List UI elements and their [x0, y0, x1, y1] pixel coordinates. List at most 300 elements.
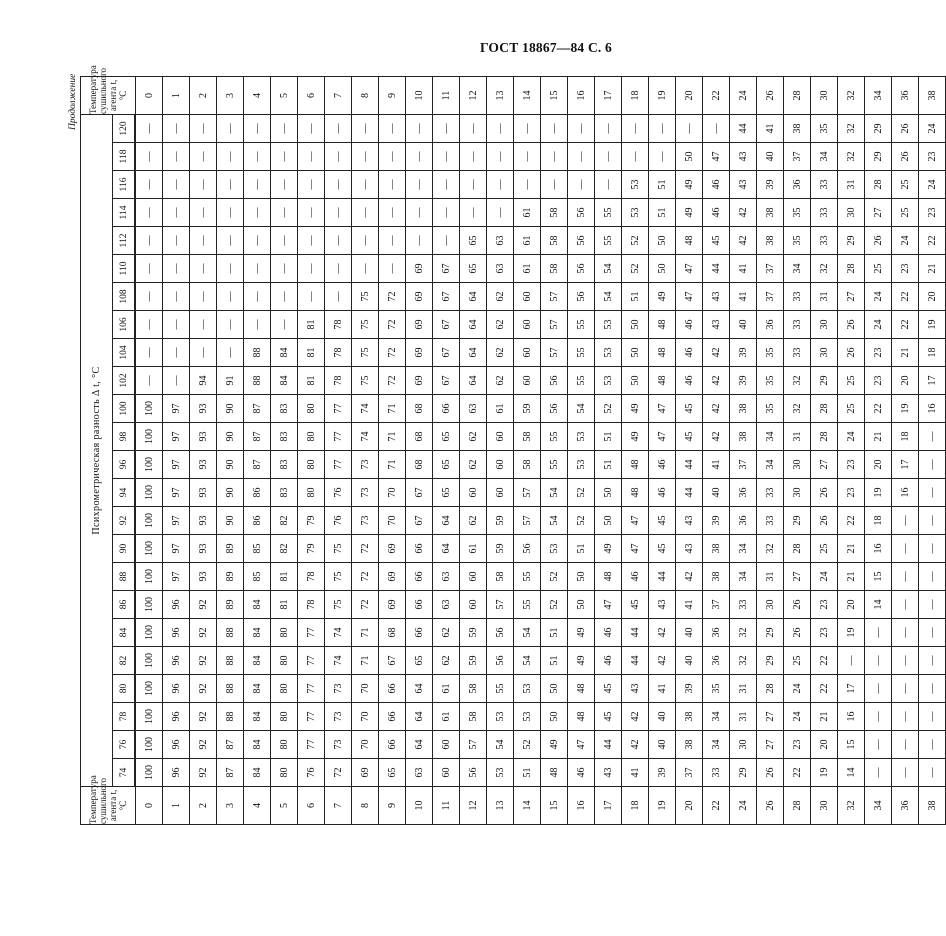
table-cell: —: [271, 143, 298, 171]
table-cell: 23: [811, 619, 838, 647]
table-cell: 33: [811, 171, 838, 199]
table-cell: 32: [730, 647, 757, 675]
table-cell: —: [352, 255, 379, 283]
table-cell: 39: [730, 339, 757, 367]
table-cell: —: [136, 227, 163, 255]
table-cell: —: [865, 675, 892, 703]
temperature-col-header: 94: [113, 479, 135, 507]
table-cell: —: [568, 143, 595, 171]
table-cell: 38: [730, 395, 757, 423]
table-cell: 63: [460, 395, 487, 423]
table-cell: 62: [487, 311, 514, 339]
table-cell: 43: [730, 171, 757, 199]
table-cell: 47: [676, 255, 703, 283]
table-cell: —: [379, 227, 406, 255]
table-cell: 55: [541, 451, 568, 479]
table-cell: 47: [595, 591, 622, 619]
table-cell: 63: [487, 227, 514, 255]
temperature-col-header: 96: [113, 451, 135, 479]
table-cell: 96: [163, 731, 190, 759]
table-cell: 57: [514, 507, 541, 535]
delta-t-label-right: 34: [865, 77, 892, 115]
table-cell: 83: [271, 423, 298, 451]
data-row: [541, 77, 568, 825]
table-cell: 35: [784, 199, 811, 227]
table-cell: 48: [622, 479, 649, 507]
table-cell: 48: [568, 675, 595, 703]
table-cell: 56: [514, 535, 541, 563]
table-cell: 26: [784, 591, 811, 619]
table-cell: —: [433, 171, 460, 199]
table-cell: 72: [352, 535, 379, 563]
table-cell: 60: [514, 283, 541, 311]
table-cell: 80: [271, 759, 298, 787]
table-cell: 87: [217, 759, 244, 787]
table-cell: 50: [595, 507, 622, 535]
table-cell: 46: [676, 367, 703, 395]
delta-t-label-left: 9: [379, 787, 406, 825]
table-cell: 75: [352, 311, 379, 339]
table-cell: 84: [244, 619, 271, 647]
table-cell: 37: [730, 451, 757, 479]
table-cell: —: [298, 115, 325, 143]
table-cell: 28: [784, 535, 811, 563]
table-cell: —: [190, 255, 217, 283]
table-cell: 54: [595, 283, 622, 311]
table-cell: 72: [352, 563, 379, 591]
table-cell: 67: [406, 507, 433, 535]
table-cell: 50: [622, 339, 649, 367]
table-cell: 53: [568, 423, 595, 451]
table-cell: 26: [838, 311, 865, 339]
table-cell: —: [919, 675, 946, 703]
delta-t-label-left: 12: [460, 787, 487, 825]
delta-t-label-right: 1: [163, 77, 190, 115]
table-cell: —: [217, 199, 244, 227]
table-cell: 29: [784, 507, 811, 535]
data-row: [730, 77, 757, 825]
table-cell: 18: [919, 339, 946, 367]
data-row: [352, 77, 379, 825]
table-cell: 48: [649, 367, 676, 395]
table-cell: 100: [136, 563, 163, 591]
data-row: [757, 77, 784, 825]
table-cell: 21: [892, 339, 919, 367]
table-cell: —: [217, 339, 244, 367]
table-cell: —: [244, 311, 271, 339]
table-cell: 65: [460, 255, 487, 283]
table-cell: 69: [406, 311, 433, 339]
table-cell: 41: [730, 255, 757, 283]
table-cell: 25: [838, 367, 865, 395]
table-cell: 88: [217, 647, 244, 675]
table-cell: 41: [757, 115, 784, 143]
delta-t-label-right: 2: [190, 77, 217, 115]
table-cell: —: [244, 115, 271, 143]
data-row: [892, 77, 919, 825]
rotated-table: [80, 65, 938, 825]
table-cell: 65: [460, 227, 487, 255]
table-cell: —: [865, 731, 892, 759]
temperature-col-header: 76: [113, 731, 135, 759]
table-cell: 77: [298, 703, 325, 731]
table-cell: 34: [811, 143, 838, 171]
table-cell: 29: [730, 759, 757, 787]
table-cell: 100: [136, 507, 163, 535]
data-row: [271, 77, 298, 825]
table-cell: 36: [730, 479, 757, 507]
delta-t-label-right: 32: [838, 77, 865, 115]
table-cell: —: [433, 143, 460, 171]
data-row: [838, 77, 865, 825]
table-cell: 22: [892, 311, 919, 339]
table-cell: 32: [730, 619, 757, 647]
table-cell: 30: [811, 311, 838, 339]
table-cell: —: [298, 199, 325, 227]
table-cell: 51: [595, 451, 622, 479]
table-cell: 90: [217, 479, 244, 507]
table-cell: 51: [622, 283, 649, 311]
table-cell: 34: [703, 703, 730, 731]
table-cell: 75: [325, 563, 352, 591]
table-cell: —: [352, 115, 379, 143]
delta-t-label-right: 5: [271, 77, 298, 115]
delta-t-label-right: 38: [919, 77, 946, 115]
table-cell: 48: [622, 451, 649, 479]
table-cell: —: [244, 143, 271, 171]
delta-t-label-right: 22: [703, 77, 730, 115]
table-cell: 84: [244, 647, 271, 675]
table-cell: 72: [352, 591, 379, 619]
table-cell: 78: [298, 591, 325, 619]
delta-t-label-left: 14: [514, 787, 541, 825]
data-row: [919, 77, 946, 825]
table-cell: 24: [784, 675, 811, 703]
delta-t-label-right: 17: [595, 77, 622, 115]
table-cell: 43: [622, 675, 649, 703]
table-cell: 40: [649, 731, 676, 759]
table-cell: 88: [244, 339, 271, 367]
temperature-col-header: 78: [113, 703, 135, 731]
table-cell: 63: [406, 759, 433, 787]
table-cell: 60: [487, 451, 514, 479]
table-cell: —: [919, 731, 946, 759]
delta-t-label-left: 20: [676, 787, 703, 825]
table-cell: 32: [838, 143, 865, 171]
table-cell: 31: [811, 283, 838, 311]
table-cell: —: [892, 675, 919, 703]
table-cell: —: [892, 591, 919, 619]
table-cell: 43: [649, 591, 676, 619]
table-cell: 84: [271, 367, 298, 395]
table-cell: 46: [703, 199, 730, 227]
table-cell: —: [595, 171, 622, 199]
table-cell: 34: [784, 255, 811, 283]
table-cell: —: [541, 115, 568, 143]
table-cell: 24: [892, 227, 919, 255]
table-cell: 29: [865, 115, 892, 143]
table-cell: 20: [919, 283, 946, 311]
table-cell: 43: [595, 759, 622, 787]
table-cell: 71: [379, 423, 406, 451]
table-cell: —: [379, 199, 406, 227]
delta-t-label-left: 17: [595, 787, 622, 825]
table-cell: 88: [217, 703, 244, 731]
table-cell: 30: [838, 199, 865, 227]
table-cell: 100: [136, 759, 163, 787]
table-cell: 27: [757, 703, 784, 731]
table-cell: 23: [784, 731, 811, 759]
table-cell: 60: [487, 479, 514, 507]
table-cell: 39: [730, 367, 757, 395]
table-cell: —: [919, 703, 946, 731]
table-cell: 88: [217, 619, 244, 647]
table-cell: 31: [730, 703, 757, 731]
table-cell: 49: [541, 731, 568, 759]
temperature-col-header: 98: [113, 423, 135, 451]
table-cell: —: [406, 227, 433, 255]
table-cell: —: [190, 311, 217, 339]
table-cell: 49: [676, 199, 703, 227]
table-cell: —: [325, 115, 352, 143]
table-cell: 22: [838, 507, 865, 535]
table-cell: 56: [568, 227, 595, 255]
table-cell: —: [217, 227, 244, 255]
table-cell: 75: [325, 591, 352, 619]
table-cell: 35: [757, 339, 784, 367]
delta-t-label-left: 32: [838, 787, 865, 825]
table-cell: 45: [676, 423, 703, 451]
table-cell: 53: [487, 703, 514, 731]
table-cell: 50: [568, 591, 595, 619]
temperature-col-header: 104: [113, 339, 135, 367]
table-cell: 35: [757, 367, 784, 395]
table-cell: —: [919, 563, 946, 591]
table-cell: 92: [190, 647, 217, 675]
temperature-col-header: 116: [113, 171, 135, 199]
table-cell: 82: [271, 507, 298, 535]
table-cell: —: [406, 199, 433, 227]
table-cell: 80: [271, 703, 298, 731]
data-row: [595, 77, 622, 825]
table-cell: —: [352, 227, 379, 255]
table-cell: 31: [757, 563, 784, 591]
table-cell: —: [271, 311, 298, 339]
delta-t-label-left: 11: [433, 787, 460, 825]
table-cell: 69: [406, 367, 433, 395]
table-cell: 55: [568, 311, 595, 339]
table-cell: 24: [784, 703, 811, 731]
delta-t-label-left: 1: [163, 787, 190, 825]
table-cell: —: [190, 143, 217, 171]
table-cell: 87: [244, 395, 271, 423]
table-cell: 43: [703, 311, 730, 339]
table-cell: 26: [892, 115, 919, 143]
table-cell: —: [163, 283, 190, 311]
page-header: ГОСТ 18867—84 С. 6: [479, 40, 612, 55]
table-cell: —: [865, 703, 892, 731]
table-cell: —: [136, 143, 163, 171]
table-cell: —: [892, 507, 919, 535]
table-cell: —: [244, 171, 271, 199]
table-cell: —: [433, 115, 460, 143]
table-cell: 93: [190, 507, 217, 535]
table-cell: 59: [487, 507, 514, 535]
table-cell: 60: [460, 563, 487, 591]
table-cell: 61: [514, 227, 541, 255]
table-cell: 65: [379, 759, 406, 787]
table-cell: —: [190, 115, 217, 143]
table-cell: —: [919, 507, 946, 535]
table-cell: 36: [757, 311, 784, 339]
table-cell: 27: [784, 563, 811, 591]
table-cell: 80: [271, 675, 298, 703]
table-cell: 26: [838, 339, 865, 367]
table-cell: 77: [298, 731, 325, 759]
delta-t-label-right: 12: [460, 77, 487, 115]
table-cell: 64: [460, 367, 487, 395]
table-cell: 22: [865, 395, 892, 423]
table-cell: —: [514, 115, 541, 143]
table-cell: 92: [190, 703, 217, 731]
delta-t-label-left: 28: [784, 787, 811, 825]
delta-t-label-right: 36: [892, 77, 919, 115]
table-cell: 53: [595, 311, 622, 339]
table-cell: 69: [352, 759, 379, 787]
table-cell: 92: [190, 731, 217, 759]
table-cell: —: [244, 199, 271, 227]
delta-t-label-right: 9: [379, 77, 406, 115]
delta-t-label-left: 36: [892, 787, 919, 825]
table-cell: 60: [433, 759, 460, 787]
table-cell: 81: [271, 591, 298, 619]
table-cell: 42: [649, 647, 676, 675]
table-cell: 64: [406, 675, 433, 703]
table-cell: 23: [865, 367, 892, 395]
table-cell: 71: [352, 647, 379, 675]
table-cell: 75: [352, 367, 379, 395]
table-cell: 39: [649, 759, 676, 787]
table-cell: 53: [595, 367, 622, 395]
table-cell: —: [298, 143, 325, 171]
table-cell: 47: [649, 423, 676, 451]
data-row: [865, 77, 892, 825]
table-cell: 54: [487, 731, 514, 759]
table-cell: —: [217, 283, 244, 311]
table-cell: 30: [757, 591, 784, 619]
table-cell: 64: [406, 731, 433, 759]
table-cell: 83: [271, 395, 298, 423]
temperature-col-header: 90: [113, 535, 135, 563]
table-cell: 26: [757, 759, 784, 787]
table-cell: 22: [919, 227, 946, 255]
table-cell: 62: [460, 423, 487, 451]
table-cell: 92: [190, 619, 217, 647]
table-cell: 72: [325, 759, 352, 787]
table-cell: —: [136, 283, 163, 311]
table-cell: 66: [379, 731, 406, 759]
table-cell: 61: [514, 255, 541, 283]
table-cell: 47: [622, 507, 649, 535]
table-cell: 96: [163, 647, 190, 675]
table-cell: 100: [136, 675, 163, 703]
table-cell: 70: [352, 675, 379, 703]
table-cell: 56: [568, 255, 595, 283]
temperature-col-header: 80: [113, 675, 135, 703]
table-cell: 19: [838, 619, 865, 647]
data-row: [379, 77, 406, 825]
table-cell: 40: [730, 311, 757, 339]
table-cell: 56: [487, 647, 514, 675]
table-cell: 83: [271, 479, 298, 507]
table-cell: 28: [838, 255, 865, 283]
table-cell: 36: [784, 171, 811, 199]
table-cell: —: [325, 283, 352, 311]
table-cell: 58: [541, 227, 568, 255]
table-cell: 43: [703, 283, 730, 311]
table-cell: —: [271, 227, 298, 255]
table-cell: 31: [838, 171, 865, 199]
table-cell: 84: [244, 731, 271, 759]
table-cell: 47: [649, 395, 676, 423]
table-cell: 31: [730, 675, 757, 703]
table-cell: 75: [352, 339, 379, 367]
table-cell: 46: [622, 563, 649, 591]
table-cell: 57: [541, 283, 568, 311]
table-cell: 93: [190, 451, 217, 479]
table-cell: 69: [406, 339, 433, 367]
table-cell: —: [703, 115, 730, 143]
delta-t-label-right: 18: [622, 77, 649, 115]
table-cell: —: [136, 311, 163, 339]
table-cell: —: [298, 283, 325, 311]
table-cell: 74: [325, 647, 352, 675]
table-cell: 39: [757, 171, 784, 199]
table-cell: 17: [838, 675, 865, 703]
table-cell: 30: [784, 451, 811, 479]
table-cell: 22: [811, 675, 838, 703]
table-cell: 100: [136, 535, 163, 563]
table-cell: 84: [244, 675, 271, 703]
table-cell: 17: [919, 367, 946, 395]
table-cell: 23: [838, 479, 865, 507]
table-cell: 64: [406, 703, 433, 731]
table-cell: 24: [865, 311, 892, 339]
table-cell: 68: [406, 423, 433, 451]
table-cell: 33: [784, 283, 811, 311]
table-cell: 80: [298, 395, 325, 423]
table-cell: 53: [622, 171, 649, 199]
table-cell: 23: [919, 199, 946, 227]
table-cell: 41: [649, 675, 676, 703]
delta-t-label-left: 4: [244, 787, 271, 825]
table-cell: 70: [352, 731, 379, 759]
delta-t-label-left: 22: [703, 787, 730, 825]
table-cell: 80: [298, 479, 325, 507]
table-cell: —: [190, 199, 217, 227]
delta-t-label-right: 26: [757, 77, 784, 115]
delta-t-label-left: 30: [811, 787, 838, 825]
table-cell: 74: [352, 423, 379, 451]
table-cell: 100: [136, 395, 163, 423]
table-cell: 51: [649, 199, 676, 227]
table-cell: 75: [325, 535, 352, 563]
table-cell: 66: [379, 675, 406, 703]
table-cell: 16: [919, 395, 946, 423]
table-cell: 43: [676, 535, 703, 563]
table-cell: —: [514, 143, 541, 171]
table-cell: 59: [487, 535, 514, 563]
